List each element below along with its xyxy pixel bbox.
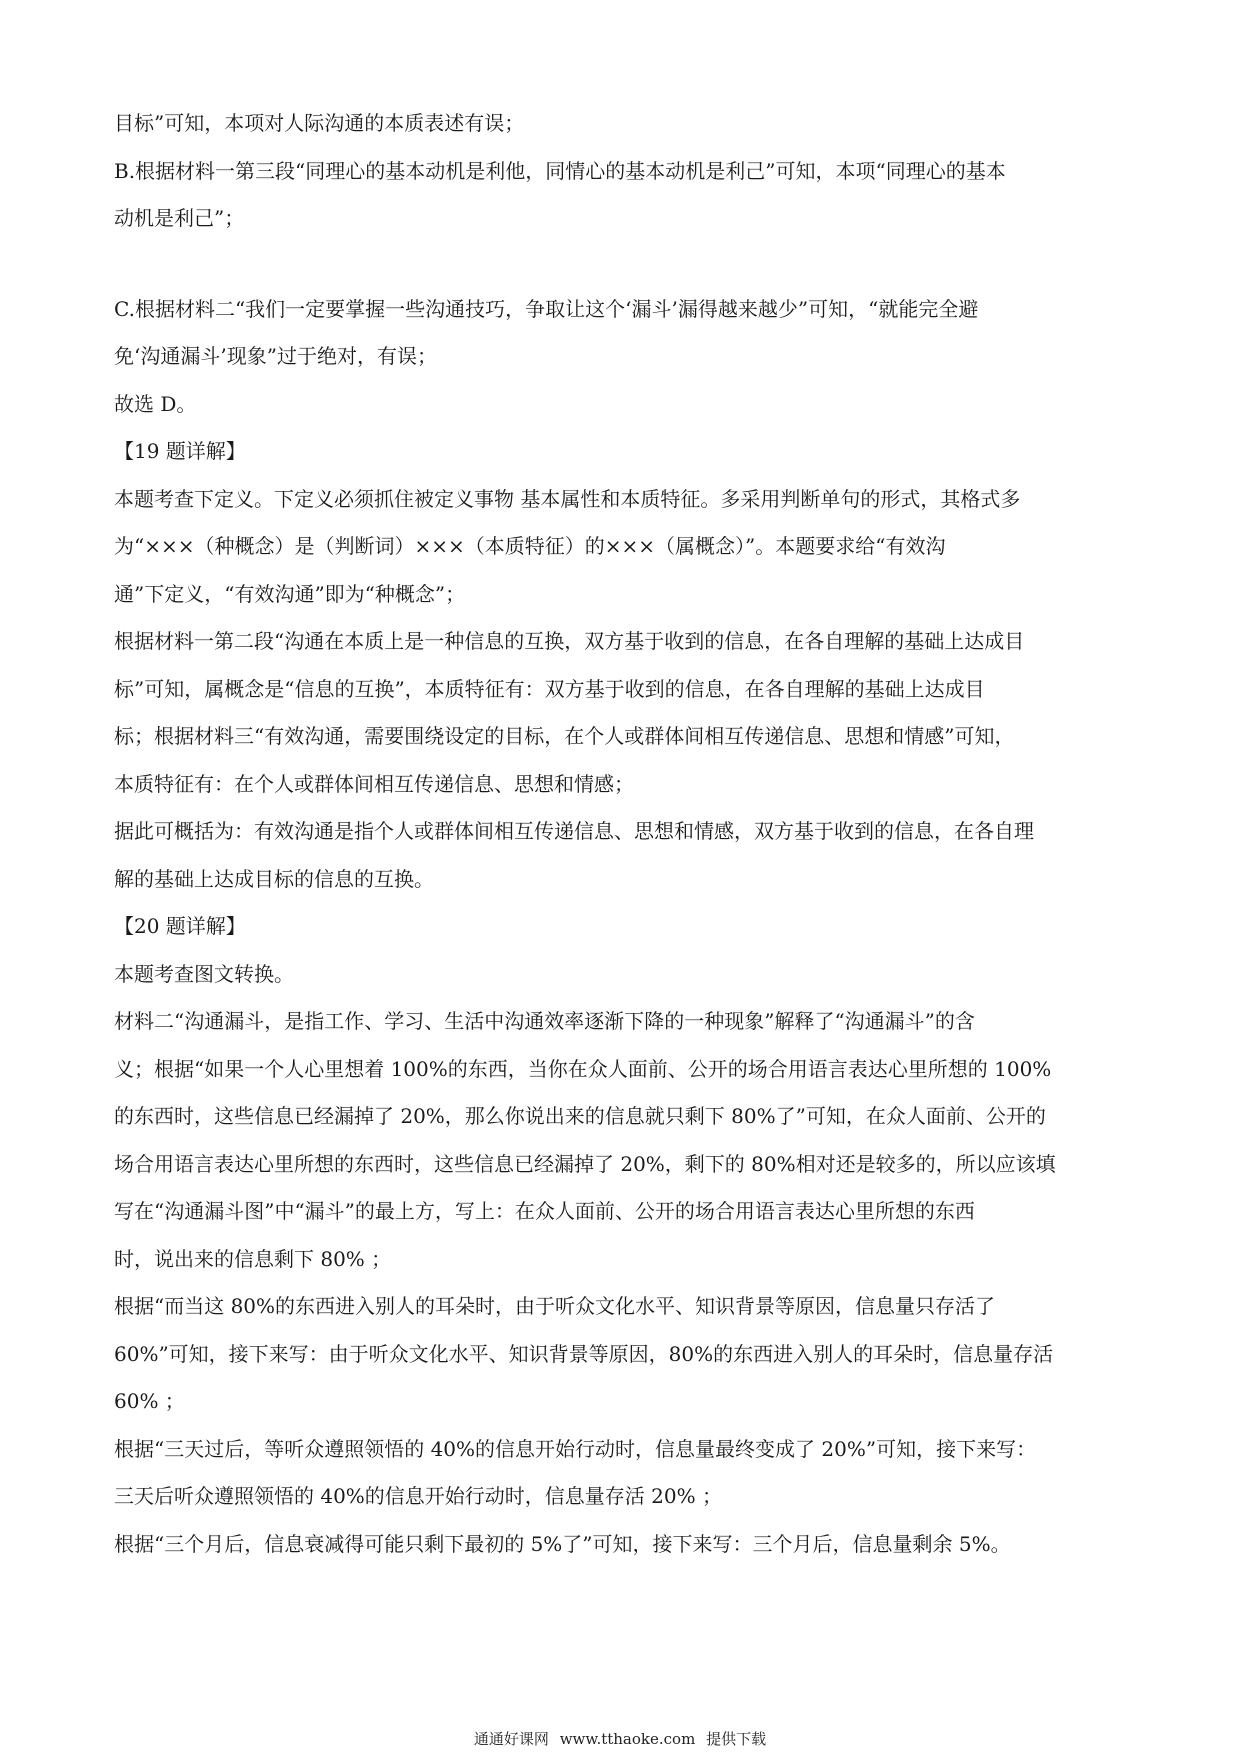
text-line: 本题考查图文转换。 — [114, 961, 294, 986]
text-line: 60% ； — [114, 1389, 185, 1413]
text-line: 动机是利己”； — [114, 206, 245, 230]
text-line: 根据材料一第二段“沟通在本质上是一种信息的互换，双方基于收到的信息，在各自理解的基础上达成目 — [114, 629, 1025, 653]
footer-site-name: 通通好课网 — [473, 1730, 549, 1748]
section-heading: 【20 题详解】 — [114, 914, 246, 938]
text-line: 根据“而当这 80%的东西进入别人的耳朵时，由于听众文化水平、知识背景等原因，信息量只存活了 — [114, 1294, 996, 1318]
text-line: B.根据材料一第三段“同理心的基本动机是利他，同情心的基本动机是利己”可知，本项“同理心的基本 — [114, 158, 1006, 183]
text-line: 据此可概括为：有效沟通是指个人或群体间相互传递信息、思想和情感，双方基于收到的信息，在各自理 — [114, 819, 1034, 843]
text-line: 目标”可知，本项对人际沟通的本质表述有误； — [114, 111, 525, 135]
document-body — [114, 100, 1130, 1568]
text-line: 60%”可知，接下来写：由于听众文化水平、知识背景等原因，80%的东西进入别人的耳朵时，信息量存活 — [114, 1341, 1054, 1366]
text-line: 义；根据“如果一个人心里想着 100%的东西，当你在众人面前、公开的场合用语言表达心里所想的 100% — [114, 1056, 1052, 1081]
blank-line — [114, 243, 1130, 286]
text-line: 故选 D。 — [114, 391, 197, 416]
text-line: 三天后听众遵照领悟的 40%的信息开始行动时，信息量存活 20% ； — [114, 1484, 722, 1508]
text-line: 标”可知，属概念是“信息的互换”，本质特征有：双方基于收到的信息，在各自理解的基础上达成目 — [114, 676, 985, 701]
text-line: 场合用语言表达心里所想的东西时，这些信息已经漏掉了 20%，剩下的 80%相对还是较多的，所以应该填 — [114, 1151, 1056, 1176]
footer-suffix: 提供下载 — [706, 1730, 767, 1748]
text-line: 的东西时，这些信息已经漏掉了 20%，那么你说出来的信息就只剩下 80%了”可知，在众人面前、公开的 — [114, 1104, 1046, 1128]
text-line: 本质特征有：在个人或群体间相互传递信息、思想和情感； — [114, 771, 634, 796]
section-heading: 【19 题详解】 — [114, 439, 246, 463]
page-footer — [0, 1728, 1240, 1749]
text-line: 通”下定义，“有效沟通”即为“种概念”； — [114, 581, 466, 606]
text-line: 本题考查下定义。下定义必须抓住被定义事物 基本属性和本质特征。多采用判断单句的形式，其格式多 — [114, 486, 1021, 511]
text-line: 为“×××（种概念）是（判断词）×××（本质特征）的×××（属概念）”。本题要求给“有效沟 — [114, 534, 946, 558]
text-line: 解的基础上达成目标的信息的互换。 — [114, 866, 434, 891]
text-line: 免‘沟通漏斗’现象”过于绝对，有误； — [114, 344, 437, 368]
text-line: C.根据材料二“我们一定要掌握一些沟通技巧，争取让这个‘漏斗’漏得越来越少”可知，“就能完全避 — [114, 296, 979, 321]
text-line: 时，说出来的信息剩下 80% ； — [114, 1246, 392, 1271]
text-line: 标；根据材料三“有效沟通，需要围绕设定的目标，在个人或群体间相互传递信息、思想和情感”可知， — [114, 724, 1015, 748]
text-line: 根据“三天过后，等听众遵照领悟的 40%的信息开始行动时，信息量最终变成了 20%”可知，接下来写： — [114, 1436, 1037, 1461]
text-line: 根据“三个月后，信息衰减得可能只剩下最初的 5%了”可知，接下来写：三个月后，信息量剩余 5%。 — [114, 1531, 1011, 1556]
text-line: 写在“沟通漏斗图”中“漏斗”的最上方，写上：在众人面前、公开的场合用语言表达心里所想的东西 — [114, 1199, 975, 1223]
footer-url: www.tthaoke.com — [559, 1730, 696, 1748]
text-line: 材料二“沟通漏斗，是指工作、学习、生活中沟通效率逐渐下降的一种现象”解释了“沟通漏斗”的含 — [114, 1009, 975, 1033]
